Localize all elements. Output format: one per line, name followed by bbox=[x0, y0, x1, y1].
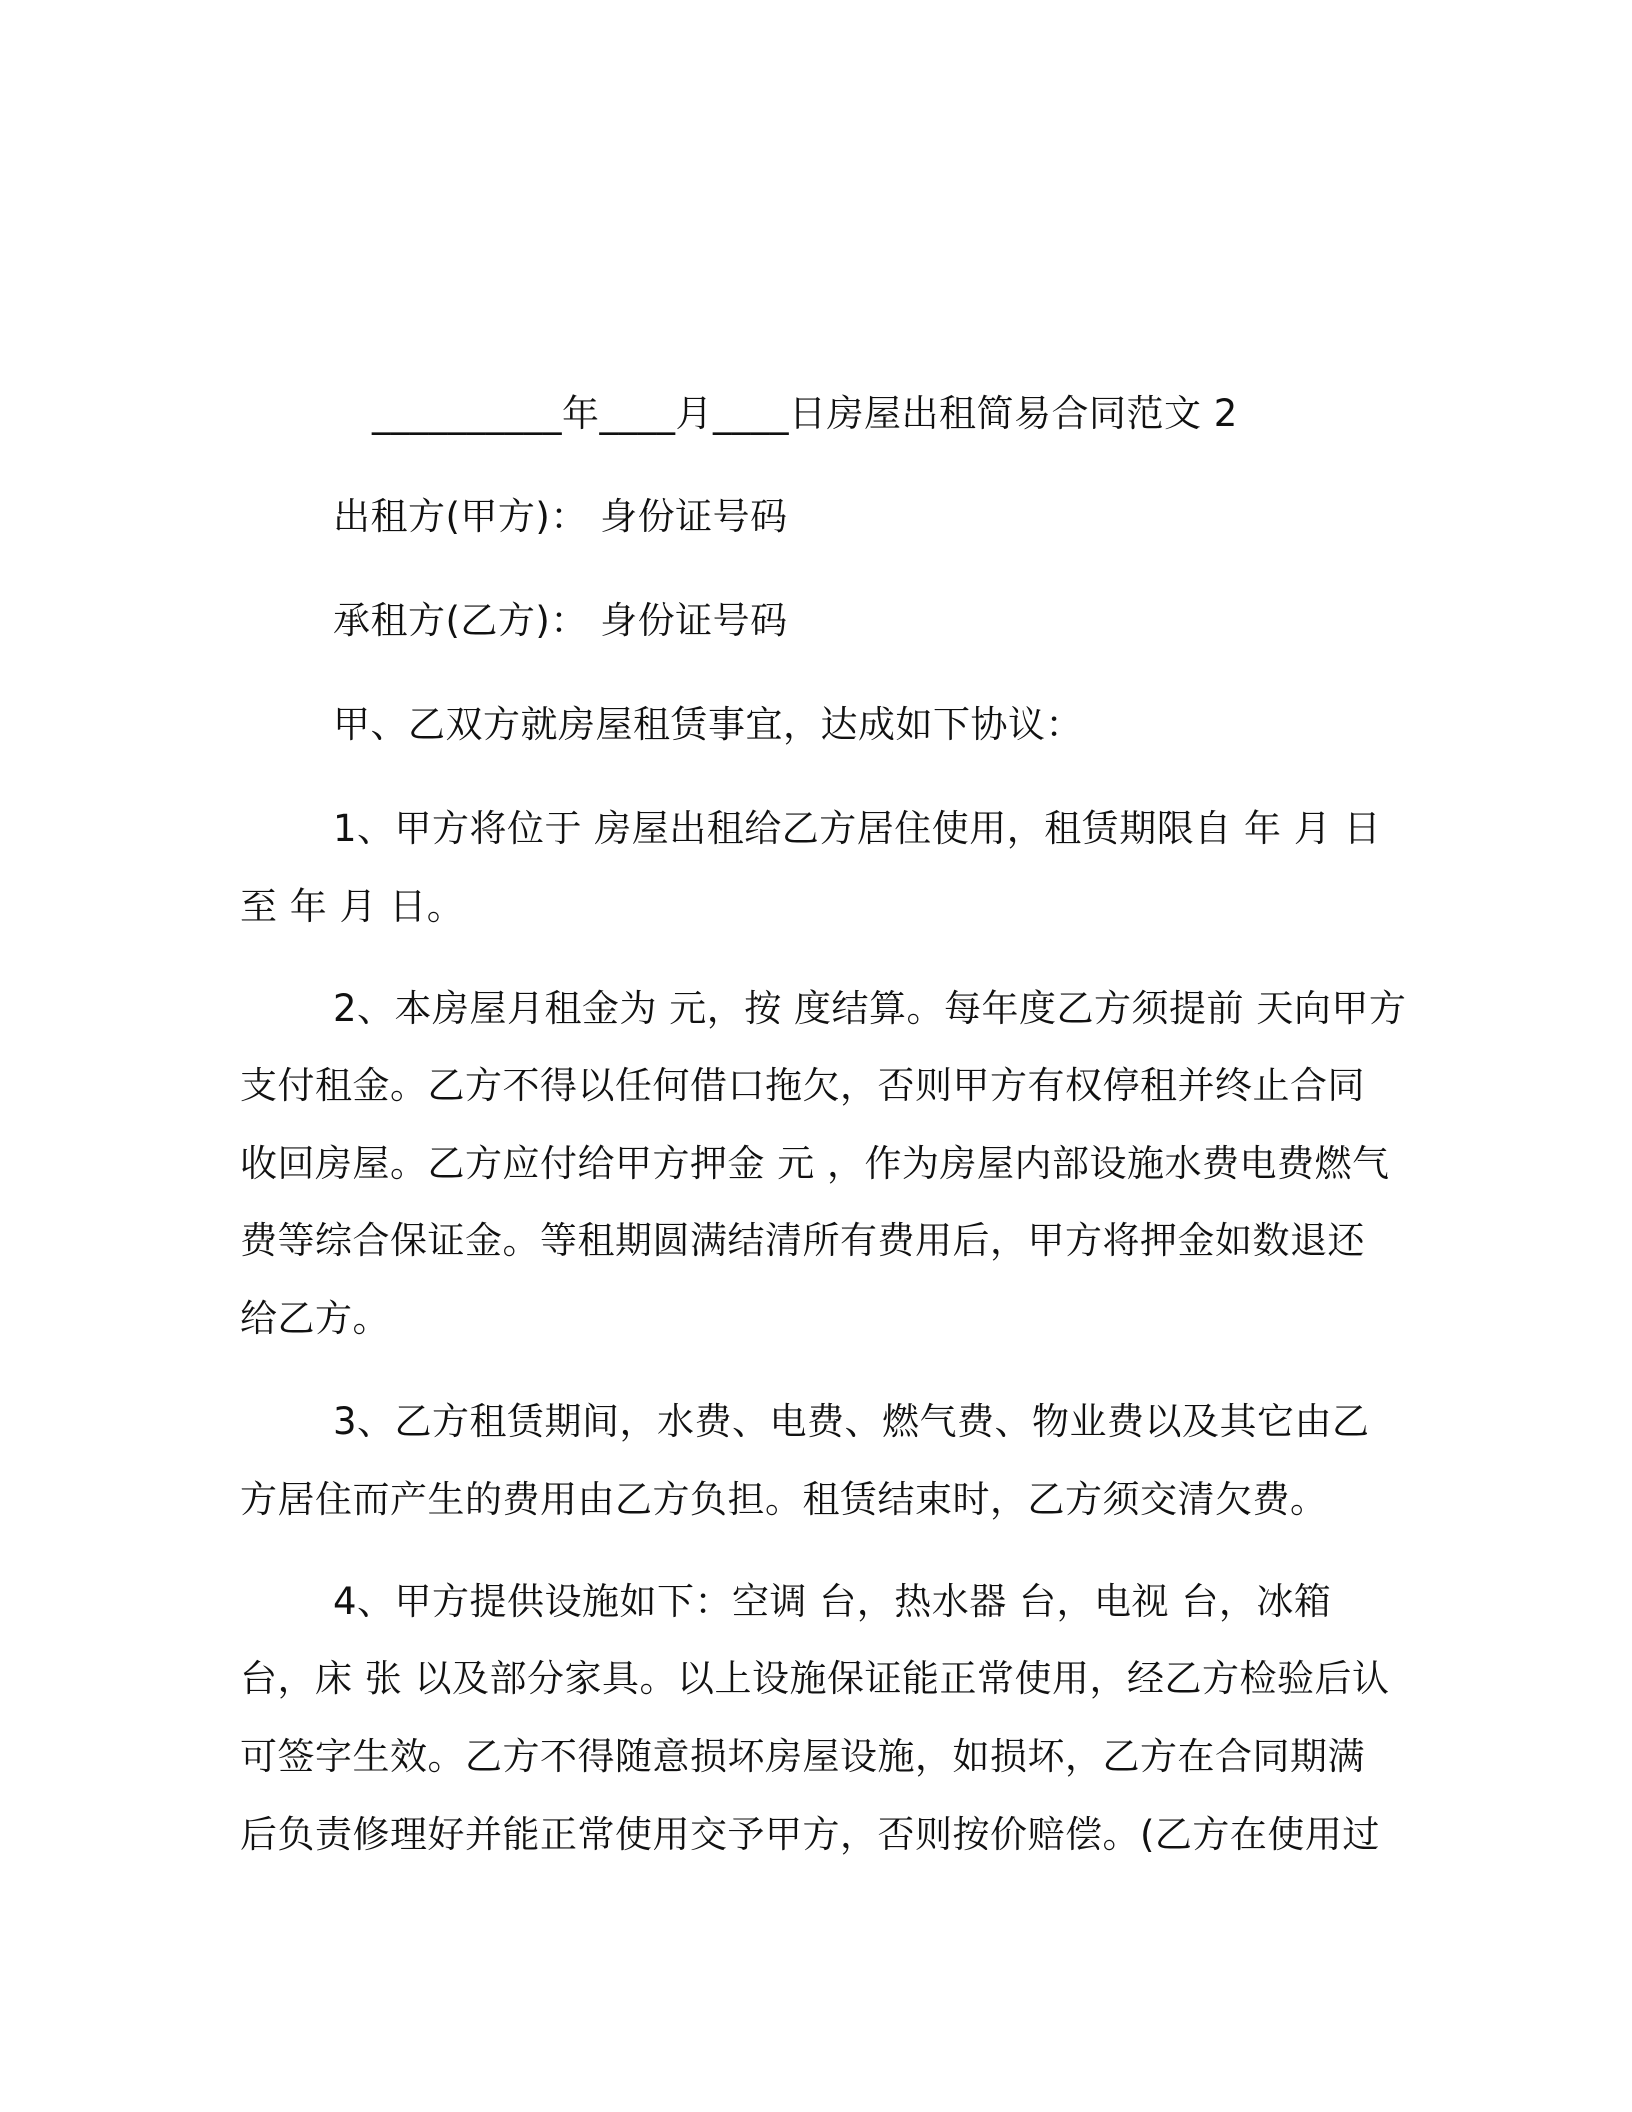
clause-1-line-2: 至 年 月 日。 bbox=[240, 885, 465, 928]
clause-2-line-1: 2、本房屋月租金为 元，按 度结算。每年度乙方须提前 天向甲方 bbox=[333, 987, 1407, 1030]
lessee-line: 承租方(乙方)： 身份证号码 bbox=[333, 599, 788, 642]
clause-2-line-3: 收回房屋。乙方应付给甲方押金 元 ，作为房屋内部设施水费电费燃气 bbox=[240, 1142, 1390, 1185]
clause-3-line-2: 方居住而产生的费用由乙方负担。租赁结束时，乙方须交清欠费。 bbox=[240, 1478, 1328, 1521]
clause-4-line-2: 台，床 张 以及部分家具。以上设施保证能正常使用，经乙方检验后认 bbox=[240, 1657, 1390, 1700]
clause-2-line-2: 支付租金。乙方不得以任何借口拖欠，否则甲方有权停租并终止合同 bbox=[240, 1064, 1365, 1107]
clause-4-line-4: 后负责修理好并能正常使用交予甲方，否则按价赔偿。(乙方在使用过 bbox=[240, 1813, 1380, 1856]
clause-3-line-1: 3、乙方租赁期间，水费、电费、燃气费、物业费以及其它由乙 bbox=[333, 1400, 1370, 1443]
document-title: __________年____月____日房屋出租简易合同范文 2 bbox=[372, 392, 1238, 435]
intro-paragraph: 甲、乙双方就房屋租赁事宜，达成如下协议： bbox=[333, 703, 1083, 746]
clause-2-line-5: 给乙方。 bbox=[240, 1297, 390, 1340]
clause-2-line-4: 费等综合保证金。等租期圆满结清所有费用后，甲方将押金如数退还 bbox=[240, 1219, 1365, 1262]
clause-4-line-1: 4、甲方提供设施如下：空调 台，热水器 台，电视 台，冰箱 bbox=[333, 1580, 1332, 1623]
clause-4-line-3: 可签字生效。乙方不得随意损坏房屋设施，如损坏，乙方在合同期满 bbox=[240, 1735, 1365, 1778]
clause-1-line-1: 1、甲方将位于 房屋出租给乙方居住使用，租赁期限自 年 月 日 bbox=[333, 807, 1382, 850]
lessor-line: 出租方(甲方)： 身份证号码 bbox=[333, 495, 788, 538]
